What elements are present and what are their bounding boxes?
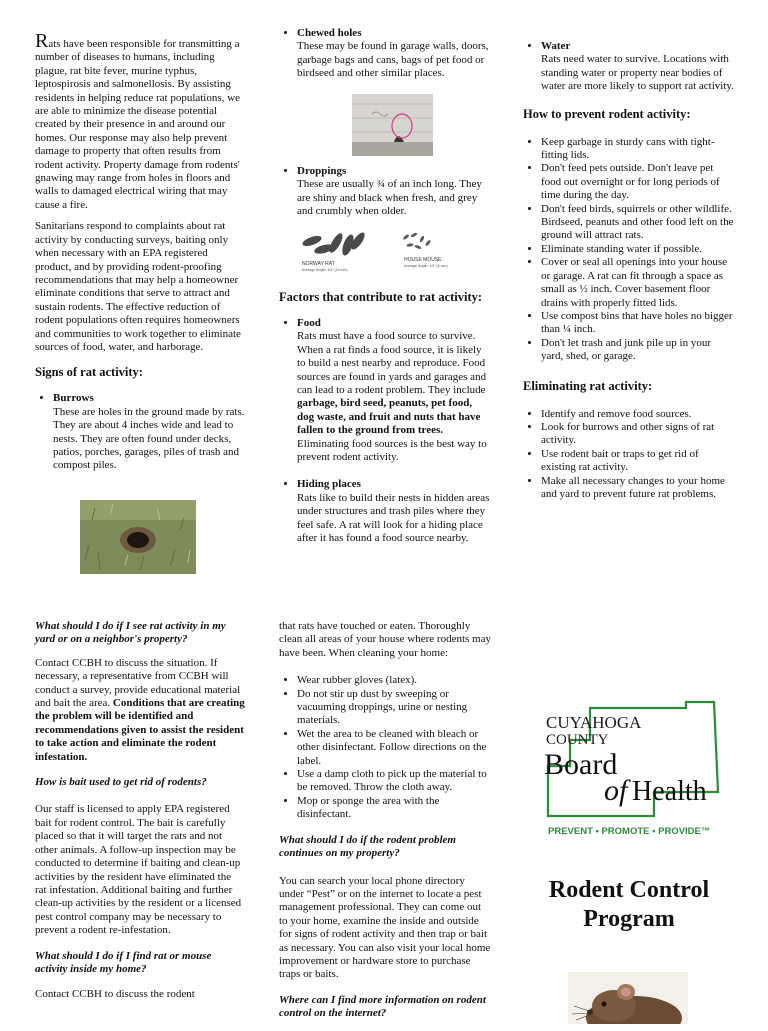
signs-list (35, 392, 245, 472)
column-left-bottom (35, 620, 245, 1010)
droppings-term: • Droppings (297, 165, 347, 177)
list-item: • Look for burrows and other signs of rat activity. (541, 421, 735, 448)
signs-list-continued (279, 27, 491, 81)
norway-rat-label: NORWAY RAT (302, 261, 335, 267)
chewed-hole-photo (352, 94, 433, 156)
signs-list-droppings (279, 165, 491, 219)
food-term: • Food (297, 317, 321, 329)
column-middle-top (279, 27, 491, 89)
brand-health: Health (632, 776, 707, 807)
water-term: • Water (541, 40, 571, 52)
factors-heading: Factors that contribute to rat activity: (279, 290, 483, 304)
list-item: • Do not stir up dust by sweeping or vacuuming droppings, urine or nesting materials. (297, 688, 491, 728)
droppings-text: These are usually ¾ of an inch long. They are shiny and black when fresh, and grey and crumbly when older. (297, 178, 482, 218)
cleaning-intro: that rats have touched or eaten. Thoroughly clean all areas of your house where rodents may have been. When cleaning your home: (279, 620, 491, 659)
list-item: • Don't feed pets outside. Don't leave pet food out overnight or for long periods of time during the day. (541, 162, 735, 202)
list-item: • Use compost bins that have holes no bigger than ¼ inch. (541, 310, 735, 337)
list-item: • Use rodent bait or traps to get rid of existing rat activity. (541, 448, 735, 475)
brand-tagline: PREVENT • PROMOTE • PROVIDE™ (548, 826, 711, 837)
chewed-text: These may be found in garage walls, doors, garbage bags and cans, bags of pet food or birdseed and other similar places. (297, 40, 489, 80)
faq-answer-2: Our staff is licensed to apply EPA registered bait for rodent control. The bait is carefully placed so that it will target the rats and not other animals. A follow-up inspection may be conducted to determine if baiting and clean-up activities by the resident have eliminated the rat infestation. Additional baiting and further clean-up activities by the resident or a licensed pest control company may be necessary to prevent a rodent re-infestation. (35, 803, 242, 937)
list-item: • Keep garbage in sturdy cans with tight-fitting lids. (541, 136, 735, 163)
list-item (297, 27, 491, 81)
column-middle-top-2 (279, 165, 491, 227)
faq-question-5: Where can I find more information on rodent control on the internet? (279, 993, 486, 1020)
intro-paragraph: Rats have been responsible for transmitting a number of diseases to humans, including plague, rat bite fever, murine typhus, leptospirosis and salmonellosis. By assisting residents in helping reduce rat populations, we are able to minimize the disease potential created by their presence in and around our homes. Our response may also help prevent damage to property that often results from rodent activity. Property damage from rodents' gnawing may range from holes in floors and walls to damaged electrical wiring that may cause a fire. (35, 30, 240, 211)
title-line-1: Rodent Control (548, 877, 710, 903)
prevent-list (523, 136, 735, 364)
list-item: • Eliminate standing water if possible. (541, 243, 735, 256)
list-item: • Use a damp cloth to pick up the material to be removed. Throw the cloth away. (297, 768, 491, 795)
sanitarians-paragraph: Sanitarians respond to complaints about rat activity by conducting surveys, baiting only when necessary with an EPA registered product, and by providing rodent-proofing recommendations that may help a homeowner eliminate conditions that serve to attract and sustain rodents. The effective reduction of rodent populations often requires homeowners and communities to work together to eliminate sources of food, water, and harborage. (35, 220, 241, 353)
rat-photo (568, 972, 688, 1024)
faq-question-3: What should I do if I find rat or mouse activity inside my home? (35, 949, 212, 975)
list-item: • Identify and remove food sources. (541, 408, 735, 421)
intro-dropcap: R (35, 30, 49, 52)
signs-list-water (523, 40, 735, 94)
ccbh-logo (540, 700, 730, 840)
burrows-text: These are holes in the ground made by rats. They are about 4 inches wide and lead to nests. They are often found under decks, patios, porches, garages, piles of trash and compost piles. (53, 405, 245, 472)
hiding-text: Rats like to build their nests in hidden areas under structures and trash piles where they feel safe. A rat will look for a hiding place after it has found a food source nearby. (297, 491, 490, 545)
column-right-top (523, 40, 735, 501)
list-item (53, 392, 245, 472)
burrow-photo (80, 500, 196, 574)
list-item: • Make all necessary changes to your home and yard to prevent future rat problems. (541, 475, 735, 502)
faq-question-1: What should I do if I see rat activity in my yard or on a neighbor's property? (35, 620, 226, 646)
brand-board: Board (544, 748, 618, 781)
house-mouse-size: Average length: 1/4" (6 mm) (404, 264, 448, 268)
list-item (297, 478, 491, 545)
list-item: • Don't let trash and junk pile up in your yard, shed, or garage. (541, 337, 735, 364)
brand-county: COUNTY (546, 732, 609, 748)
norway-rat-size: Average length: 3/4" (19 mm) (302, 268, 348, 272)
column-left-top (35, 30, 245, 481)
eliminating-heading: Eliminating rat activity: (523, 378, 653, 393)
brand-cuyahoga: CUYAHOGA (546, 713, 642, 732)
faq-question-4: What should I do if the rodent problem continues on my property? (279, 833, 456, 860)
list-item: • Don't feed birds, squirrels or other wildlife. Birdseed, peanuts and other food left on the ground will attract rats. (541, 203, 735, 243)
house-mouse-label: HOUSE MOUSE (404, 257, 442, 263)
title-block (530, 876, 728, 934)
list-item: • Mop or sponge the area with the disinfectant. (297, 795, 491, 822)
chewed-term: • Chewed holes (297, 27, 362, 39)
list-item: • Cover or seal all openings into your house or garage. A rat can fit through a space as small as ½ inch. Cover basement floor drains with properly fitted lids. (541, 256, 735, 310)
list-item (541, 40, 735, 94)
cleaning-list (279, 674, 491, 821)
column-middle-bottom (279, 620, 491, 1031)
faq-answer-1: Contact CCBH to discuss the situation. If necessary, a representative from CCBH will conduct a survey, provide educational material and bait the area. Conditions that are creating the problem will be identified and recommendations given to assist the resident to take action and eliminate the rodent infestation. (35, 656, 245, 763)
list-item (297, 165, 491, 219)
burrows-term: • Burrows (53, 392, 94, 405)
list-item: • Food Rats must have a food source to survive. When a rat finds a food source, it is likely to build a nest nearby and reproduce. Food sources are found in yards and garages and can lead to a rodent problem. They include garbage, bird seed, peanuts, pet food, dog waste, and fruit and nuts that have fallen to the ground from trees. Eliminating food sources is the best way to prevent rodent activity. (297, 317, 491, 464)
water-text: Rats need water to survive. Locations with standing water or property near bodies of water are more likely to support rat activity. (541, 53, 734, 93)
column-middle-factors (279, 289, 491, 554)
faq-question-2: How is bait used to get rid of rodents? (35, 776, 207, 789)
title-line-2: Program (583, 906, 675, 932)
droppings-diagram (298, 223, 480, 275)
brand-of: of (604, 774, 628, 807)
hiding-term: • Hiding places (297, 478, 361, 491)
faq-answer-4: You can search your local phone directory under “Pest” or on the internet to locate a pest management professional. They can come out to your home, examine the inside and outside for signs of rodent activity and then trap or bait as necessary. You can also visit your local home improvement or hardware store to purchase traps or baits. (279, 874, 491, 981)
faq-answer-3: Contact CCBH to discuss the rodent (35, 988, 195, 1001)
signs-heading: Signs of rat activity: (35, 365, 143, 380)
list-item: • Wet the area to be cleaned with bleach or other disinfectant. Follow directions on the label. (297, 728, 491, 768)
list-item: • Wear rubber gloves (latex). (297, 674, 491, 687)
factors-list (279, 317, 491, 546)
eliminating-list (523, 408, 735, 502)
prevent-heading: How to prevent rodent activity: (523, 106, 691, 121)
